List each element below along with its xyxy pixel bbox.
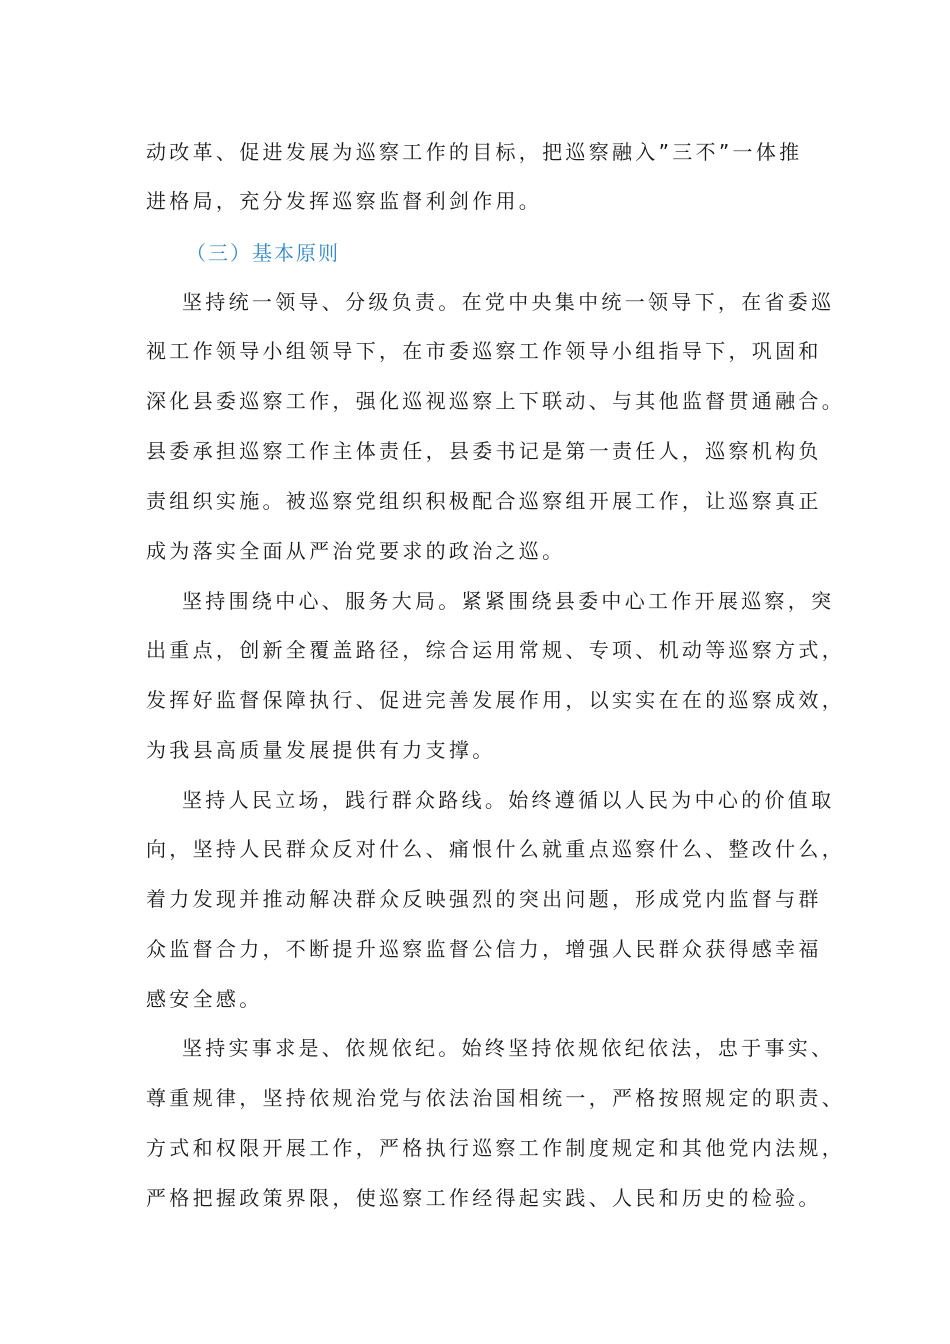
paragraph-line: 严格把握政策界限，使巡察工作经得起实践、人民和历史的检验。 (146, 1186, 822, 1210)
paragraph-line: 着力发现并推动解决群众反映强烈的突出问题，形成党内监督与群 (146, 887, 822, 911)
paragraph-line: 众监督合力，不断提升巡察监督公信力，增强人民群众获得感幸福 (146, 937, 822, 961)
paragraph-line: 向，坚持人民群众反对什么、痛恨什么就重点巡察什么、整改什么， (146, 837, 845, 861)
paragraph-line: 方式和权限开展工作，严格执行巡察工作制度规定和其他党内法规， (146, 1136, 845, 1160)
paragraph-line: 成为落实全面从严治党要求的政治之巡。 (146, 539, 566, 563)
paragraph-line: 为我县高质量发展提供有力支撑。 (146, 738, 496, 762)
paragraph-line: 深化县委巡察工作，强化巡视巡察上下联动、与其他监督贯通融合。 (146, 389, 845, 413)
paragraph-line: 责组织实施。被巡察党组织积极配合巡察组开展工作，让巡察真正 (146, 489, 822, 513)
paragraph-line: 发挥好监督保障执行、促进完善发展作用，以实实在在的巡察成效， (146, 688, 845, 712)
paragraph-line: 感安全感。 (146, 987, 263, 1011)
paragraph-line: 县委承担巡察工作主体责任，县委书记是第一责任人，巡察机构负 (146, 439, 822, 463)
paragraph-line: 坚持统一领导、分级负责。在党中央集中统一领导下，在省委巡 (182, 290, 835, 314)
paragraph-line: 坚持围绕中心、服务大局。紧紧围绕县委中心工作开展巡察，突 (182, 589, 835, 613)
section-heading: （三）基本原则 (186, 241, 340, 265)
paragraph-line: 坚持实事求是、依规依纪。始终坚持依规依纪依法，忠于事实、 (182, 1036, 835, 1060)
intro-line: 动改革、促进发展为巡察工作的目标，把巡察融入”三不”一体推 (146, 140, 803, 164)
intro-line: 进格局，充分发挥巡察监督利剑作用。 (146, 189, 543, 213)
paragraph-line: 出重点，创新全覆盖路径，综合运用常规、专项、机动等巡察方式， (146, 638, 845, 662)
paragraph-line: 视工作领导小组领导下，在市委巡察工作领导小组指导下，巩固和 (146, 339, 822, 363)
paragraph-line: 尊重规律，坚持依规治党与依法治国相统一，严格按照规定的职责、 (146, 1086, 845, 1110)
paragraph-line: 坚持人民立场，践行群众路线。始终遵循以人民为中心的价值取 (182, 788, 835, 812)
